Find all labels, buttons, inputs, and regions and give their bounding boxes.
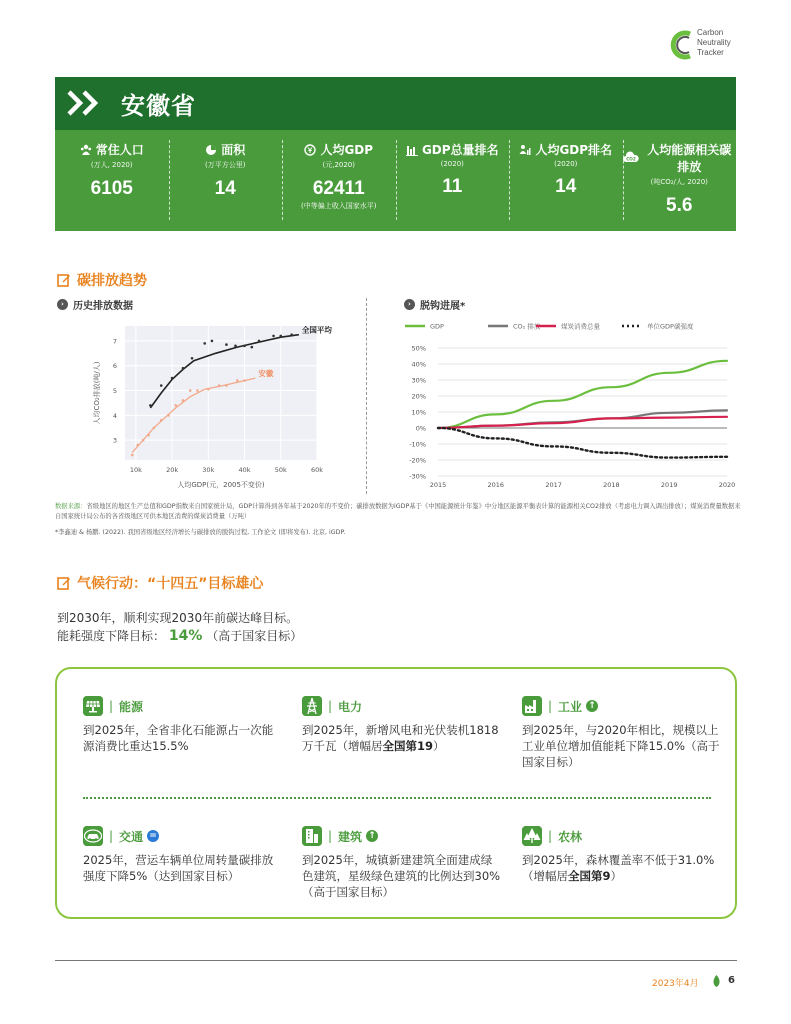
- action-title: 交通: [119, 829, 144, 844]
- svg-text:CO2: CO2: [625, 156, 636, 162]
- stat-gdp-rank: [396, 132, 510, 228]
- y-tick-label: 30%: [411, 376, 426, 385]
- y-tick-label: -10%: [409, 440, 426, 449]
- source-label: 数据来源：: [55, 503, 87, 510]
- action-text: [522, 852, 722, 884]
- chevron-right-icon: ›: [57, 299, 68, 310]
- target-note: （高于国家目标）: [206, 629, 303, 643]
- edit-icon: [57, 273, 71, 287]
- chevron-right-icon: ›: [404, 299, 415, 310]
- stat-label: 人均能源相关碳排放: [647, 143, 732, 174]
- stat-label: 人均GDP排名: [535, 143, 613, 157]
- subheader-label: 脱钩进展*: [420, 301, 466, 312]
- data-point: [131, 454, 134, 457]
- data-point: [189, 389, 192, 392]
- y-tick-label: -30%: [409, 472, 426, 481]
- data-point: [234, 345, 237, 348]
- logo-line-2: Neutrality: [697, 38, 731, 47]
- stat-sub: (2020): [554, 160, 578, 168]
- historical-emissions-chart: [85, 318, 332, 493]
- leaf-icon: [712, 975, 721, 987]
- solar-panel-icon: [83, 696, 103, 716]
- action-text: [83, 852, 283, 884]
- y-tick-label: 50%: [411, 344, 426, 353]
- stat-value: 5.6: [666, 195, 693, 216]
- data-point: [272, 335, 275, 338]
- data-point: [250, 346, 253, 349]
- energy-intensity-target-line: [57, 627, 302, 644]
- vertical-divider: [366, 298, 367, 494]
- stat-area: [169, 132, 283, 228]
- action-text: [522, 722, 722, 770]
- y-tick-label: 4: [112, 411, 117, 420]
- separator: |: [109, 699, 114, 713]
- x-tick-label: 30k: [202, 466, 215, 474]
- action-forestry: [522, 826, 722, 884]
- x-tick-label: 60k: [310, 466, 324, 474]
- target-value: 14%: [168, 628, 203, 644]
- data-point: [211, 340, 214, 343]
- x-tick-label: 40k: [238, 466, 251, 474]
- data-point: [279, 335, 282, 338]
- series-label: 安徽: [258, 369, 274, 379]
- action-title: 建筑: [338, 829, 363, 844]
- action-industry: [522, 696, 722, 770]
- separator: |: [548, 699, 553, 713]
- legend-label: 煤炭消费总量: [561, 322, 600, 331]
- source-text: 省级地区的地区生产总值和GDP指数来自国家统计局，GDP计算得到各年基于2020年的不变价；碳排放数据为iGDP基于《中国能源统计年鉴》中分地区能源平衡表计算的能源相关CO2排放（考虑电力调入调出排放）；煤炭消费量数据来自国家统计局公布的各省级地区可供本地区消费的煤炭消费量（万吨）: [55, 503, 741, 520]
- double-chevron-icon: [67, 90, 103, 116]
- x-tick-label: 2015: [429, 481, 447, 489]
- action-text-main: 到2025年，新增风电和光伏装机1818万千瓦（增幅居: [302, 723, 499, 753]
- stat-label: 人均GDP: [320, 143, 374, 157]
- footer-divider: [55, 960, 737, 961]
- pie-icon: [205, 144, 217, 156]
- stat-co2-per-capita: [623, 132, 737, 228]
- action-text: [302, 852, 502, 900]
- forest-icon: [522, 826, 542, 846]
- series-line: [438, 417, 727, 428]
- y-tick-label: 5: [112, 387, 117, 396]
- data-point: [153, 426, 156, 429]
- stat-gdp-per-capita-rank: [509, 132, 623, 228]
- x-tick-label: 2018: [603, 481, 620, 489]
- subheader-label: 历史排放数据: [73, 301, 133, 312]
- legend-label: CO₂ 排放: [513, 322, 541, 331]
- stat-label: 面积: [221, 143, 246, 157]
- y-axis-label: 人均CO₂排放(吨/人): [93, 361, 101, 425]
- y-tick-label: 0%: [415, 424, 426, 433]
- page-number: 6: [728, 975, 735, 986]
- stat-sub: (万平方公里): [205, 161, 246, 169]
- power-tower-icon: [302, 696, 322, 716]
- data-point: [225, 384, 228, 387]
- section-climate-action-header: [57, 573, 263, 593]
- x-axis-label: 人均GDP(元，2005不变价): [177, 481, 265, 489]
- stat-population: [55, 132, 169, 228]
- action-text-tail: ）: [433, 739, 445, 753]
- up-arrow-icon: ↑: [586, 700, 598, 712]
- stat-value: 6105: [90, 178, 133, 199]
- stat-value: 14: [555, 176, 577, 197]
- data-point: [258, 340, 261, 343]
- footer-date: 2023年4月: [652, 979, 699, 989]
- reference-note: *李鑫迪 & 杨鹏. (2022). 我国省级地区经济增长与碳排放的脱钩过程, 工作论文 (即将发布). 北京, iGDP.: [55, 529, 346, 536]
- logo-line-1: Carbon: [697, 28, 724, 37]
- banner-title-bar: [55, 77, 736, 130]
- legend-label: 单位GDP碳强度: [647, 322, 694, 331]
- action-text-main: 到2025年，森林覆盖率不低于31.0%（增幅居: [522, 853, 715, 883]
- action-title: 电力: [338, 699, 363, 714]
- stat-sub: (2020): [440, 160, 464, 168]
- factory-icon: [522, 696, 542, 716]
- stat-value: 14: [214, 178, 236, 199]
- data-point: [174, 404, 177, 407]
- bar-chart-icon: [406, 144, 418, 156]
- province-banner: [55, 77, 736, 231]
- series-label: 全国平均: [301, 325, 332, 335]
- carbon-neutrality-tracker-logo: [670, 28, 760, 64]
- action-text-bold: 全国第9: [568, 869, 611, 883]
- x-tick-label: 2019: [660, 481, 678, 489]
- action-text-main: 到2025年，城镇新建建筑全面建成绿色建筑，星级绿色建筑的比例达到30%（高于国家目标）: [302, 853, 501, 899]
- data-point: [236, 379, 239, 382]
- stat-gdp-per-capita: [282, 132, 396, 228]
- stat-sub: (吨CO₂/人, 2020): [650, 178, 708, 186]
- data-point: [225, 343, 228, 346]
- stat-label: 常住人口: [95, 143, 144, 157]
- series-line: [438, 428, 727, 458]
- data-point: [160, 419, 163, 422]
- data-source-note: [55, 502, 745, 522]
- action-transport: [83, 826, 283, 884]
- action-power: [302, 696, 502, 754]
- stats-row: [55, 132, 736, 228]
- separator: |: [548, 829, 553, 843]
- y-tick-label: 6: [112, 362, 117, 371]
- data-point: [171, 377, 174, 380]
- y-tick-label: 7: [112, 337, 117, 346]
- equal-icon: =: [147, 830, 159, 842]
- action-energy: [83, 696, 283, 754]
- action-text-bold: 全国第19: [382, 739, 434, 753]
- building-icon: [302, 826, 322, 846]
- data-point: [243, 345, 246, 348]
- y-tick-label: 10%: [411, 408, 426, 417]
- data-point: [182, 367, 185, 370]
- historical-data-subheader: [57, 297, 133, 312]
- action-text: [83, 722, 283, 754]
- y-tick-label: 40%: [411, 360, 426, 369]
- data-point: [149, 404, 152, 407]
- section-emission-trend-header: [57, 270, 147, 290]
- car-icon: [83, 826, 103, 846]
- data-point: [218, 384, 221, 387]
- y-tick-label: 20%: [411, 392, 426, 401]
- action-title: 农林: [558, 829, 583, 844]
- edit-icon: [57, 576, 71, 590]
- logo-line-3: Tracker: [697, 48, 724, 57]
- target-label: 能耗强度下降目标：: [57, 629, 166, 643]
- data-point: [191, 357, 194, 360]
- action-text-tail: ）: [610, 869, 623, 883]
- dotted-divider: [83, 797, 711, 799]
- data-point: [290, 333, 293, 336]
- data-point: [136, 444, 139, 447]
- province-title: 安徽省: [121, 92, 196, 120]
- section-title: 碳排放趋势: [77, 273, 147, 289]
- action-building: [302, 826, 502, 900]
- up-arrow-icon: ↑: [366, 830, 378, 842]
- person-rank-icon: [519, 144, 531, 156]
- x-tick-label: 2016: [487, 481, 505, 489]
- x-tick-label: 2020: [718, 481, 736, 489]
- action-title: 工业: [558, 699, 583, 714]
- x-tick-label: 20k: [166, 466, 179, 474]
- y-tick-label: -20%: [409, 456, 426, 465]
- data-point: [147, 434, 150, 437]
- stat-note: (中等偏上收入国家水平): [301, 202, 377, 210]
- separator: |: [109, 829, 114, 843]
- action-text: [302, 722, 502, 754]
- separator: |: [328, 829, 333, 843]
- data-point: [243, 379, 246, 382]
- x-tick-label: 10k: [129, 466, 142, 474]
- decoupling-subheader: [404, 297, 465, 312]
- yuan-circle-icon: [304, 144, 316, 156]
- logo-c-icon: [670, 30, 694, 60]
- stat-sub: (元,2020): [322, 161, 355, 169]
- stat-value: 11: [442, 176, 463, 197]
- data-point: [160, 384, 163, 387]
- data-point: [207, 388, 210, 391]
- x-tick-label: 2017: [545, 481, 562, 489]
- stat-label: GDP总量排名: [421, 143, 499, 157]
- separator: |: [328, 699, 333, 713]
- peak-target-line: 到2030年，顺利实现2030年前碳达峰目标。: [57, 611, 299, 625]
- decoupling-progress-chart: [400, 318, 740, 488]
- co2-cloud-icon: [623, 152, 639, 164]
- data-point: [167, 414, 170, 417]
- stat-value: 62411: [312, 178, 365, 199]
- data-point: [182, 399, 185, 402]
- legend-label: GDP: [430, 322, 444, 331]
- climate-actions-box: [55, 667, 737, 919]
- action-text-main: 到2025年，与2020年相比，规模以上工业单位增加值能耗下降15.0%（高于国家目标）: [522, 723, 720, 769]
- data-point: [196, 389, 199, 392]
- data-point: [142, 439, 145, 442]
- action-text-main: 2025年，营运车辆单位周转量碳排放强度下降5%（达到国家目标）: [83, 853, 274, 883]
- section-title: 气候行动：“十四五”目标雄心: [77, 576, 264, 592]
- x-tick-label: 50k: [274, 466, 287, 474]
- data-point: [203, 342, 206, 345]
- people-icon: [80, 144, 92, 156]
- action-text-main: 到2025年，全省非化石能源占一次能源消费比重达15.5%: [83, 723, 274, 753]
- action-title: 能源: [119, 699, 144, 714]
- stat-sub: (万人, 2020): [90, 161, 133, 169]
- y-tick-label: 3: [112, 436, 117, 445]
